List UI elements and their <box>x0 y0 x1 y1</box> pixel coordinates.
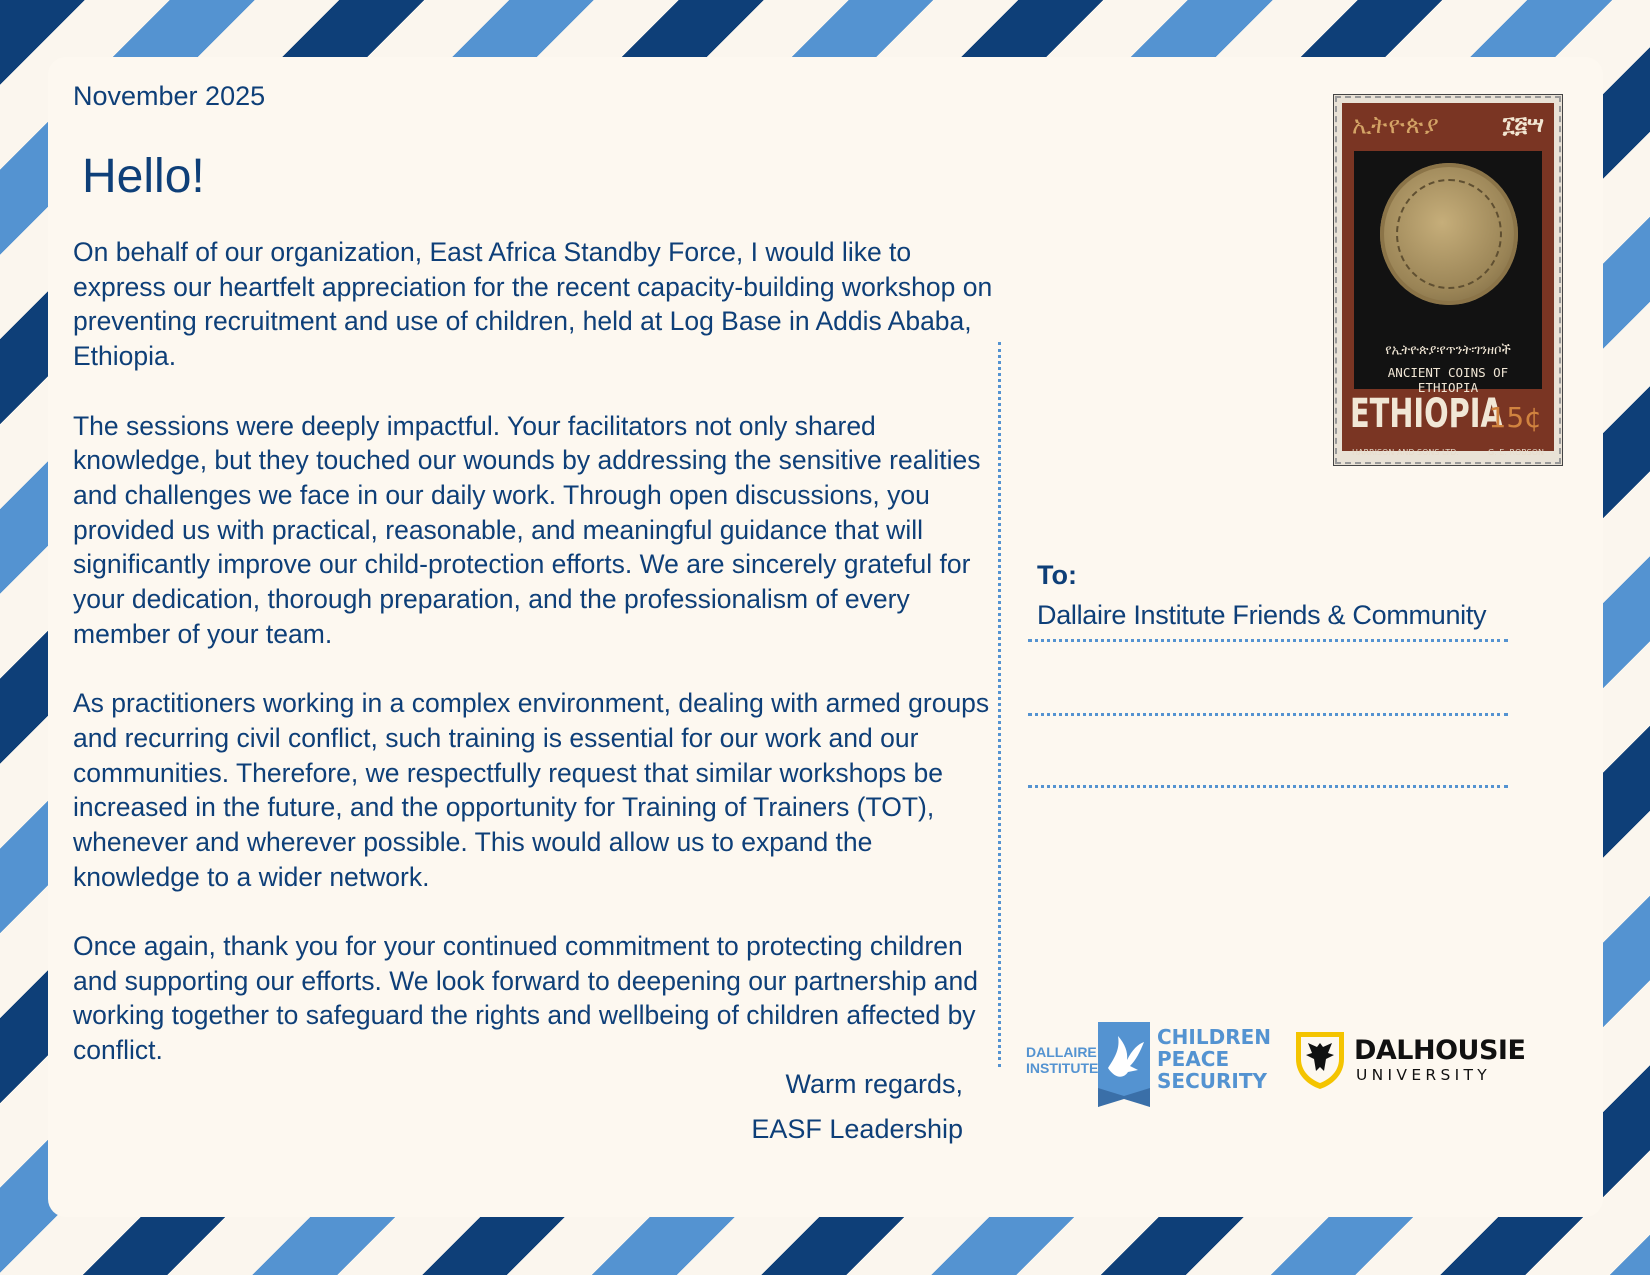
paragraph-3: As practitioners working in a complex environment, dealing with armed groups and recurring civil conflict, such training is essential for our work and our communities. Therefore, we respectfully request that similar workshops be increased in the future, and the opportunity for Training of Trainers (TOT), whenever and wherever possible. This would allow us to expand the knowledge to a wider network. <box>73 688 990 892</box>
stamp-face <box>1342 103 1554 457</box>
signature: EASF Leadership <box>751 1114 963 1144</box>
postage-stamp <box>1334 95 1562 465</box>
dallaire-cps-logo <box>1026 1022 1272 1107</box>
to-label: To: <box>1037 560 1077 590</box>
vertical-divider <box>998 342 1001 1067</box>
recipient: Dallaire Institute Friends & Community <box>1037 600 1487 630</box>
dallaire-line-2: INSTITUTE <box>1026 1060 1099 1076</box>
greeting: Hello! <box>82 150 205 203</box>
dove-icon <box>1098 1022 1150 1107</box>
postcard <box>48 57 1603 1217</box>
dalhousie-subtitle: UNIVERSITY <box>1356 1066 1492 1084</box>
cps-line-2: PEACE <box>1157 1047 1230 1071</box>
stamp-country: ETHIOPIA <box>1350 391 1503 437</box>
stamp-caption-amharic: የኢትዮጵያ፡የጥንት፡ገንዘቦች <box>1385 343 1511 358</box>
children-peace-security-wordmark <box>1157 1026 1271 1092</box>
dalhousie-shield-icon <box>1294 1029 1346 1091</box>
stamp-coin-panel <box>1354 151 1542 395</box>
dalhousie-logo <box>1294 1029 1526 1091</box>
cps-line-1: CHILDREN <box>1157 1025 1272 1049</box>
cps-line-3: SECURITY <box>1157 1069 1267 1093</box>
stamp-printer: HARRISON AND SONS LTD. <box>1352 448 1459 457</box>
ancient-coin-icon <box>1380 163 1518 305</box>
stamp-artist: G. E. ROBSON <box>1488 448 1544 457</box>
address-line-3 <box>1028 785 1508 788</box>
stamp-value: 15¢ <box>1488 401 1542 434</box>
paragraph-1: On behalf of our organization, East Africa Standby Force, I would like to express our heartfelt appreciation for the recent capacity-building workshop on preventing recruitment and use of children, held at Log Base in Addis Ababa, Ethiopia. <box>73 237 993 372</box>
letter-body <box>73 235 993 1103</box>
letter-date: November 2025 <box>73 81 266 111</box>
address-line-2 <box>1028 713 1508 716</box>
dalhousie-name: DALHOUSIE <box>1354 1035 1526 1066</box>
paragraph-4: Once again, thank you for your continued commitment to protecting children and supporting our efforts. We look forward to deepening our partnership and working together to safeguard the rights and wellbeing of children affected by conflict. <box>73 931 979 1066</box>
paragraph-2: The sessions were deeply impactful. Your facilitators not only shared knowledge, but they touched our wounds by addressing the sensitive realities and challenges we face in our daily work. Through open discussions, you provided us with practical, reasonable, and meaningful guidance that will significantly improve our child-protection efforts. We are sincerely grateful for your dedication, thorough preparation, and the professionalism of every member of your team. <box>73 410 981 649</box>
address-line-1 <box>1028 639 1508 642</box>
stamp-caption-english: ANCIENT COINS OF ETHIOPIA <box>1387 365 1509 395</box>
stamp-denomination: ፲፭ሣ <box>1502 113 1544 138</box>
stamp-amharic-country: ኢትዮጵያ <box>1352 111 1440 139</box>
dallaire-institute-wordmark <box>1026 1044 1098 1076</box>
closing: Warm regards, <box>785 1069 963 1099</box>
dallaire-line-1: DALLAIRE <box>1026 1044 1097 1060</box>
